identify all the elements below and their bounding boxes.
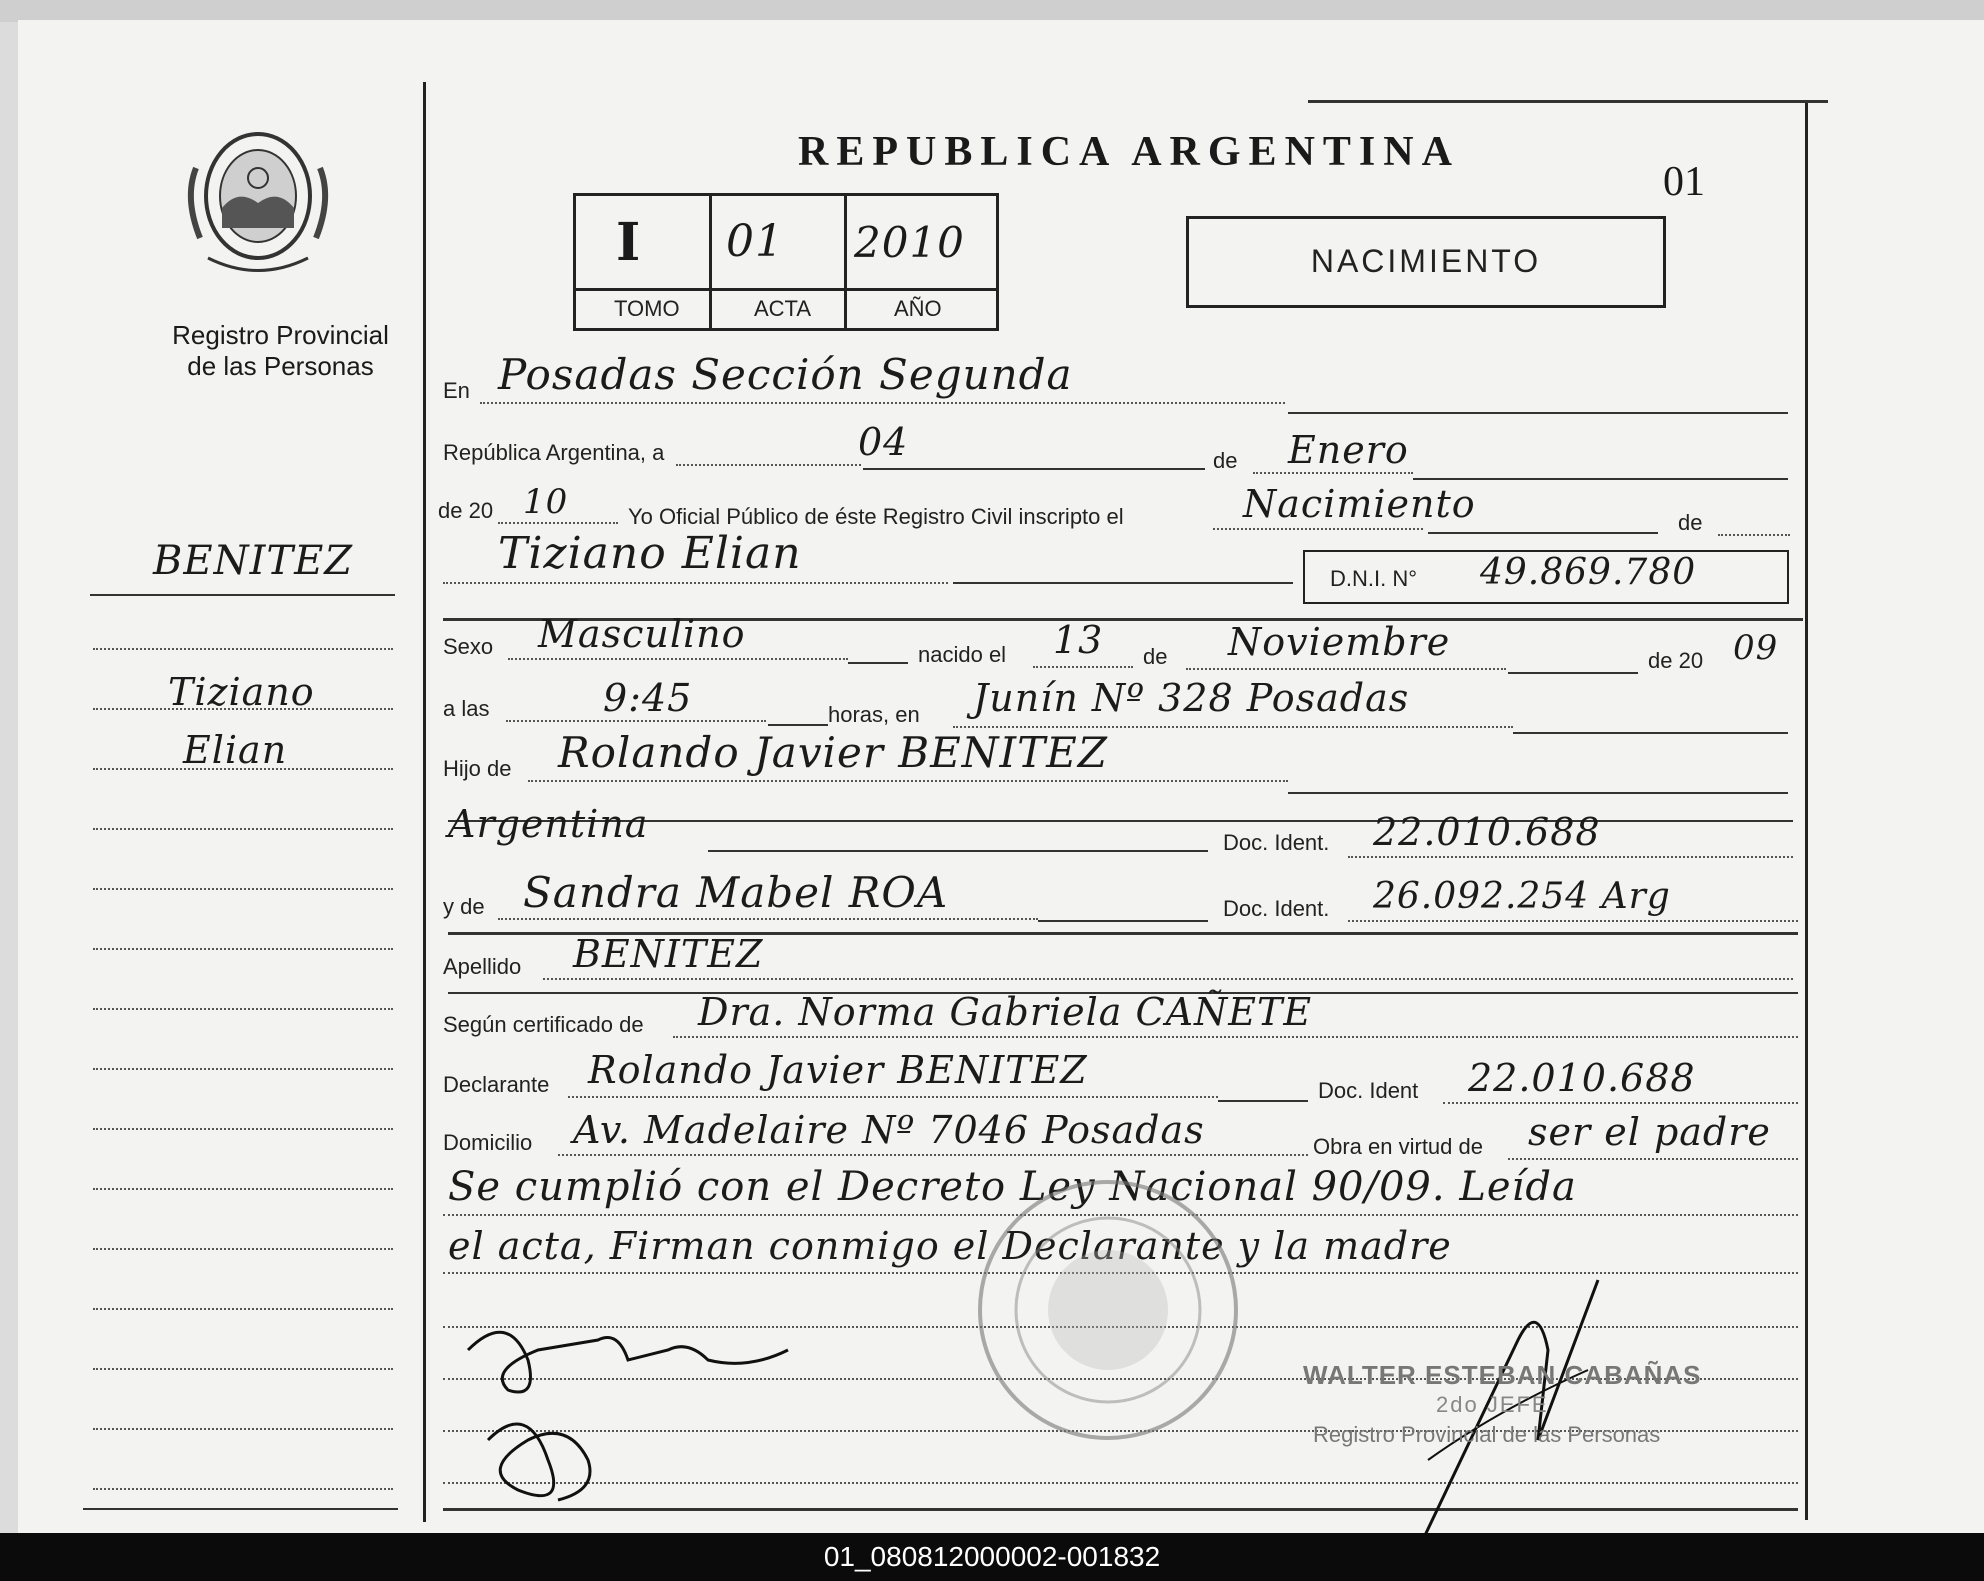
declarante-doc: 22.010.688 xyxy=(1468,1056,1696,1100)
page-number: 01 xyxy=(1663,159,1705,205)
declarante-label: Declarante xyxy=(443,1072,550,1097)
father-doc: 22.010.688 xyxy=(1373,810,1601,854)
note-line-2: el acta, Firman conmigo el Declarante y la madre xyxy=(448,1224,1452,1268)
top-rule xyxy=(1308,100,1828,103)
official-role: 2do JEFE xyxy=(1436,1392,1549,1417)
acta-value: 01 xyxy=(726,216,784,267)
certificado-value: Dra. Norma Gabriela CAÑETE xyxy=(698,990,1313,1034)
official-org: Registro Provincial de las Personas xyxy=(1313,1422,1661,1447)
margin-divider xyxy=(423,82,426,1522)
child-name: Tiziano Elian xyxy=(498,528,802,579)
nacido-label: nacido el xyxy=(918,642,1007,667)
acta-label: ACTA xyxy=(754,296,812,321)
republica-label: República Argentina, a xyxy=(443,440,665,465)
horas-label: horas, en xyxy=(828,702,920,727)
anio-value: 2010 xyxy=(854,218,965,267)
record-box xyxy=(573,193,999,331)
year-value: 10 xyxy=(523,482,569,522)
de-label-2: de xyxy=(1678,510,1703,535)
issuer-name xyxy=(138,320,423,382)
father-nationality: Argentina xyxy=(448,802,649,846)
mother-doc: 26.092.254 Arg xyxy=(1373,876,1671,917)
birth-certificate-page xyxy=(18,20,1984,1533)
declarant-signature-icon xyxy=(448,1290,898,1520)
dni-box xyxy=(1303,550,1789,604)
domicilio-value: Av. Madelaire Nº 7046 Posadas xyxy=(573,1108,1205,1152)
place-value: Posadas Sección Segunda xyxy=(498,350,1073,399)
birth-month: Noviembre xyxy=(1228,620,1451,664)
margin-first-name: Tiziano xyxy=(168,670,315,714)
yde-label: y de xyxy=(443,894,485,919)
scan-footer-id: 01_080812000002-001832 xyxy=(0,1533,1984,1581)
misiones-seal-icon xyxy=(178,108,338,288)
dni-value: 49.869.780 xyxy=(1480,552,1697,593)
right-frame-line xyxy=(1805,100,1808,1520)
act-type: NACIMIENTO xyxy=(1310,243,1542,279)
obra-value: ser el padre xyxy=(1528,1110,1771,1154)
mother-name: Sandra Mabel ROA xyxy=(523,868,949,917)
sexo-value: Masculino xyxy=(538,612,746,656)
month-value: Enero xyxy=(1288,428,1409,472)
issuer-line-2: de las Personas xyxy=(187,351,374,381)
scan-top-edge xyxy=(0,0,1984,22)
day-value: 04 xyxy=(858,420,909,464)
birth-day: 13 xyxy=(1053,618,1104,662)
birth-year-value: 09 xyxy=(1733,628,1779,668)
oficial-label: Yo Oficial Público de éste Registro Civil inscripto el xyxy=(628,504,1124,529)
issuer-line-1: Registro Provincial xyxy=(172,320,389,350)
doc-ident-label-3: Doc. Ident xyxy=(1318,1078,1419,1103)
anio-label: AÑO xyxy=(894,296,942,321)
doc-ident-label: Doc. Ident. xyxy=(1223,830,1330,855)
father-name: Rolando Javier BENITEZ xyxy=(558,728,1108,777)
de-label-3: de xyxy=(1143,644,1168,669)
birth-year-prefix: de 20 xyxy=(1648,648,1704,673)
inscripto-value: Nacimiento xyxy=(1243,482,1476,526)
apellido-label: Apellido xyxy=(443,954,522,979)
official-name: WALTER ESTEBAN CABAÑAS xyxy=(1303,1360,1702,1390)
hour-value: 9:45 xyxy=(603,676,693,720)
de-label: de xyxy=(1213,448,1238,473)
tomo-value: I xyxy=(616,212,642,273)
margin-surname: BENITEZ xyxy=(153,538,354,584)
apellido-value: BENITEZ xyxy=(573,932,764,976)
dni-label: D.N.I. N° xyxy=(1330,566,1418,591)
act-type-box xyxy=(1186,216,1666,308)
hijo-label: Hijo de xyxy=(443,756,512,781)
domicilio-label: Domicilio xyxy=(443,1130,533,1155)
note-line-1: Se cumplió con el Decreto Ley Nacional 90/09. Leída xyxy=(448,1164,1577,1210)
birth-place: Junín Nº 328 Posadas xyxy=(973,676,1410,720)
declarante-value: Rolando Javier BENITEZ xyxy=(588,1048,1088,1092)
certificado-label: Según certificado de xyxy=(443,1012,644,1037)
en-label: En xyxy=(443,378,470,403)
sexo-label: Sexo xyxy=(443,634,494,659)
year-prefix: de 20 xyxy=(438,498,494,523)
document-title: REPUBLICA ARGENTINA xyxy=(798,129,1460,175)
obra-label: Obra en virtud de xyxy=(1313,1134,1483,1159)
margin-second-name: Elian xyxy=(183,728,288,772)
doc-ident-label-2: Doc. Ident. xyxy=(1223,896,1330,921)
margin-underline xyxy=(90,594,395,596)
alas-label: a las xyxy=(443,696,490,721)
registry-round-stamp xyxy=(968,1170,1248,1460)
margin-bottom-line xyxy=(83,1508,398,1510)
tomo-label: TOMO xyxy=(614,296,680,321)
